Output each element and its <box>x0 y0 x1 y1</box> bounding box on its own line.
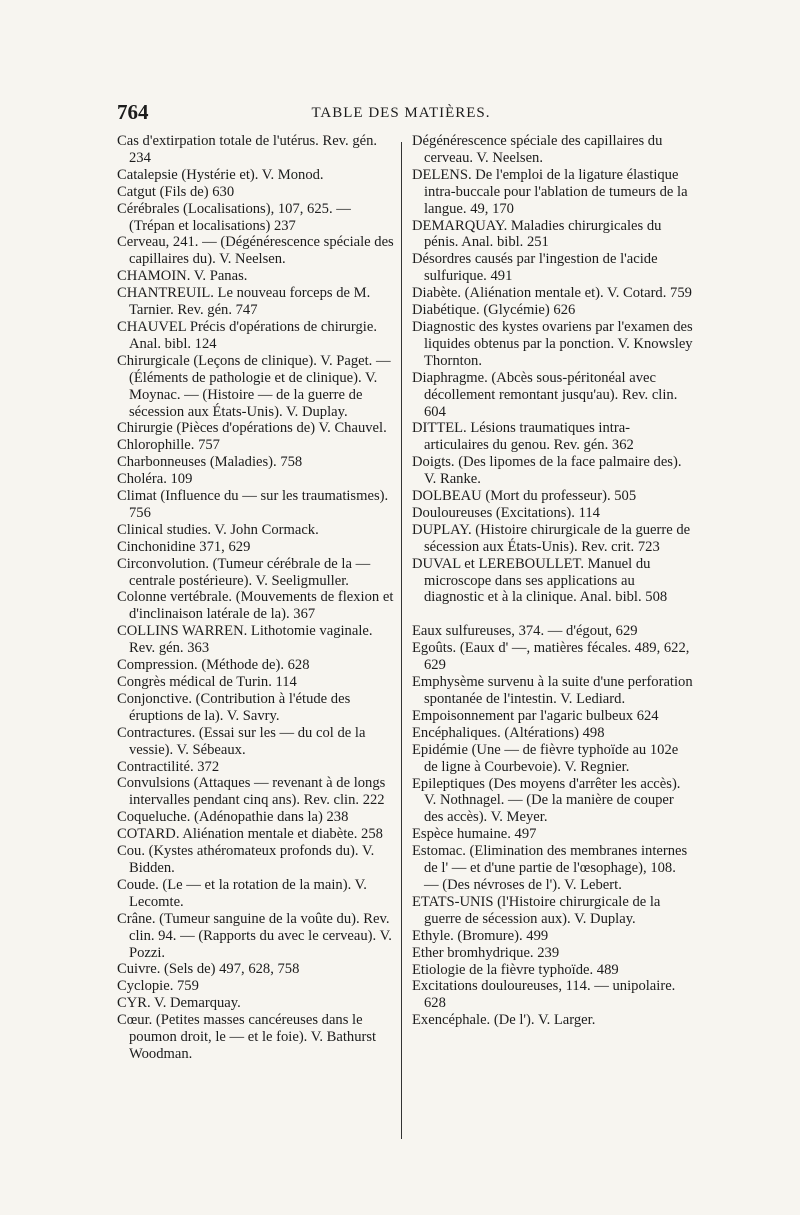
index-entry: Clinical studies. V. John Cormack. <box>117 521 319 538</box>
index-entry: Charbonneuses (Maladies). 758 <box>117 454 303 471</box>
index-entry: CYR. V. Demarquay. <box>117 995 241 1012</box>
index-entry: CHANTREUIL. Le nouveau forceps de M. Tarnier. Rev. gén. 747 <box>117 285 371 319</box>
index-entry: Ether bromhydrique. 239 <box>412 944 560 961</box>
index-column-right <box>412 133 694 1029</box>
index-entry: Climat (Influence du — sur les traumatismes). 756 <box>117 488 389 521</box>
index-entry: COLLINS WARREN. Lithotomie vaginale. Rev. gén. 363 <box>117 623 373 657</box>
index-entry: Chlorophille. 757 <box>117 437 220 454</box>
index-entry: COTARD. Aliénation mentale et diabète. 258 <box>117 826 383 843</box>
index-entry: Cérébrales (Localisations), 107, 625. — (Trépan et localisations) 237 <box>117 200 351 234</box>
index-entry: Doigts. (Des lipomes de la face palmaire des). V. Ranke. <box>412 454 682 488</box>
index-entry: Contractilité. 372 <box>117 758 220 775</box>
page-header <box>117 100 685 128</box>
index-entry: Douloureuses (Excitations). 114 <box>412 504 600 521</box>
index-entry: Coude. (Le — et la rotation de la main). V. Lecomte. <box>117 876 367 910</box>
index-entry: Espèce humaine. 497 <box>412 826 537 843</box>
index-entry: Ethyle. (Bromure). 499 <box>412 927 549 944</box>
index-entry: Diabète. (Aliénation mentale et). V. Cotard. 759 <box>412 285 692 302</box>
index-entry: Encéphaliques. (Altérations) 498 <box>412 724 605 741</box>
index-entry: Empoisonnement par l'agaric bulbeux 624 <box>412 707 659 724</box>
index-entry: Catgut (Fils de) 630 <box>117 183 235 200</box>
index-column-left <box>117 133 399 1063</box>
index-entry: CHAMOIN. V. Panas. <box>117 268 248 285</box>
index-entry: Désordres causés par l'ingestion de l'acide sulfurique. 491 <box>412 251 658 285</box>
index-entry: Colonne vertébrale. (Mouvements de flexion et d'inclinaison latérale de la). 367 <box>117 589 394 623</box>
index-entry: DELENS. De l'emploi de la ligature élastique intra-buccale pour l'ablation de tumeurs de la langue. 49, 170 <box>412 166 688 217</box>
index-entry: Egoûts. (Eaux d' —, matières fécales. 489, 622, 629 <box>412 640 690 674</box>
index-entry: Circonvolution. (Tumeur cérébrale de la — centrale postérieure). V. Seeligmuller. <box>117 555 371 589</box>
index-entry: Conjonctive. (Contribution à l'étude des éruptions de la). V. Savry. <box>117 690 351 724</box>
index-entry: CHAUVEL Précis d'opérations de chirurgie. Anal. bibl. 124 <box>117 318 377 352</box>
index-entry: Catalepsie (Hystérie et). V. Monod. <box>117 166 324 183</box>
index-entry: Cou. (Kystes athéromateux profonds du). V. Bidden. <box>117 843 375 876</box>
index-entry: DUVAL et LEREBOULLET. Manuel du microscope dans ses applications au diagnostic et à la clinique. Anal. bibl. 508 <box>412 555 668 606</box>
index-entry: Cuivre. (Sels de) 497, 628, 758 <box>117 961 300 978</box>
index-entry: Coqueluche. (Adénopathie dans la) 238 <box>117 809 349 826</box>
index-entry: Excitations douloureuses, 114. — unipolaire. 628 <box>412 978 676 1012</box>
index-entry: Choléra. 109 <box>117 471 193 488</box>
index-entry: Cyclopie. 759 <box>117 978 199 995</box>
index-entry: Cerveau, 241. — (Dégénérescence spéciale des capillaires du). V. Neelsen. <box>117 234 394 268</box>
index-entry: DOLBEAU (Mort du professeur). 505 <box>412 488 637 505</box>
index-entry: Chirurgicale (Leçons de clinique). V. Paget. — (Éléments de pathologie et de clinique). V. Moynac. — (Histoire — de la guerre de sécession aux États-Unis). V. Duplay. <box>117 352 391 420</box>
index-entry: Estomac. (Elimination des membranes internes de l' — et d'une partie de l'œsophage), 108. — (Des névroses de l'). V. Lebert. <box>412 843 688 893</box>
index-entry: Congrès médical de Turin. 114 <box>117 674 297 690</box>
index-entry: Cas d'extirpation totale de l'utérus. Rev. gén. 234 <box>117 133 378 166</box>
index-entry: Diabétique. (Glycémie) 626 <box>412 302 576 319</box>
page-number: 764 <box>117 100 149 124</box>
index-entry: ETATS-UNIS (l'Histoire chirurgicale de la guerre de sécession aux). V. Duplay. <box>412 893 661 927</box>
index-entry: Diaphragme. (Abcès sous-péritonéal avec décollement remontant jusqu'au). Rev. clin. 604 <box>412 369 678 420</box>
index-entry: Cinchonidine 371, 629 <box>117 538 251 555</box>
index-entry: Crâne. (Tumeur sanguine de la voûte du). Rev. clin. 94. — (Rapports du avec le cerveau). V. Pozzi. <box>117 910 392 961</box>
index-entry: Eaux sulfureuses, 374. — d'égout, 629 <box>412 623 638 640</box>
index-entry: Epileptiques (Des moyens d'arrêter les accès). V. Nothnagel. — (De la manière de couper des accès). V. Meyer. <box>412 775 681 826</box>
index-entry: Emphysème survenu à la suite d'une perforation spontanée de l'intestin. V. Lediard. <box>412 674 693 707</box>
index-entry: Etiologie de la fièvre typhoïde. 489 <box>412 961 619 978</box>
index-entry: Epidémie (Une — de fièvre typhoïde au 102e de ligne à Courbevoie). V. Regnier. <box>412 741 679 775</box>
index-entry: DITTEL. Lésions traumatiques intra-articulaires du genou. Rev. gén. 362 <box>412 420 634 454</box>
index-entry: Compression. (Méthode de). 628 <box>117 657 310 674</box>
index-entry: Cœur. (Petites masses cancéreuses dans le poumon droit, le — et le foie). V. Bathurst Woodman. <box>117 1012 377 1062</box>
running-title: TABLE DES MATIÈRES. <box>311 105 491 121</box>
index-entry: DEMARQUAY. Maladies chirurgicales du pénis. Anal. bibl. 251 <box>412 217 662 251</box>
index-entry: Chirurgie (Pièces d'opérations de) V. Chauvel. <box>117 420 387 437</box>
index-entry: Convulsions (Attaques — revenant à de longs intervalles pendant cinq ans). Rev. clin. 222 <box>117 775 386 809</box>
index-entry: DUPLAY. (Histoire chirurgicale de la guerre de sécession aux États-Unis). Rev. crit. 723 <box>412 521 691 555</box>
index-entry: Dégénérescence spéciale des capillaires du cerveau. V. Neelsen. <box>412 133 663 166</box>
index-entry: Exencéphale. (De l'). V. Larger. <box>412 1012 596 1029</box>
column-divider <box>401 142 402 1139</box>
index-entry: Contractures. (Essai sur les — du col de la vessie). V. Sébeaux. <box>117 724 366 758</box>
index-entry: Diagnostic des kystes ovariens par l'examen des liquides obtenus par la ponction. V. Knowsley Thornton. <box>412 318 693 369</box>
